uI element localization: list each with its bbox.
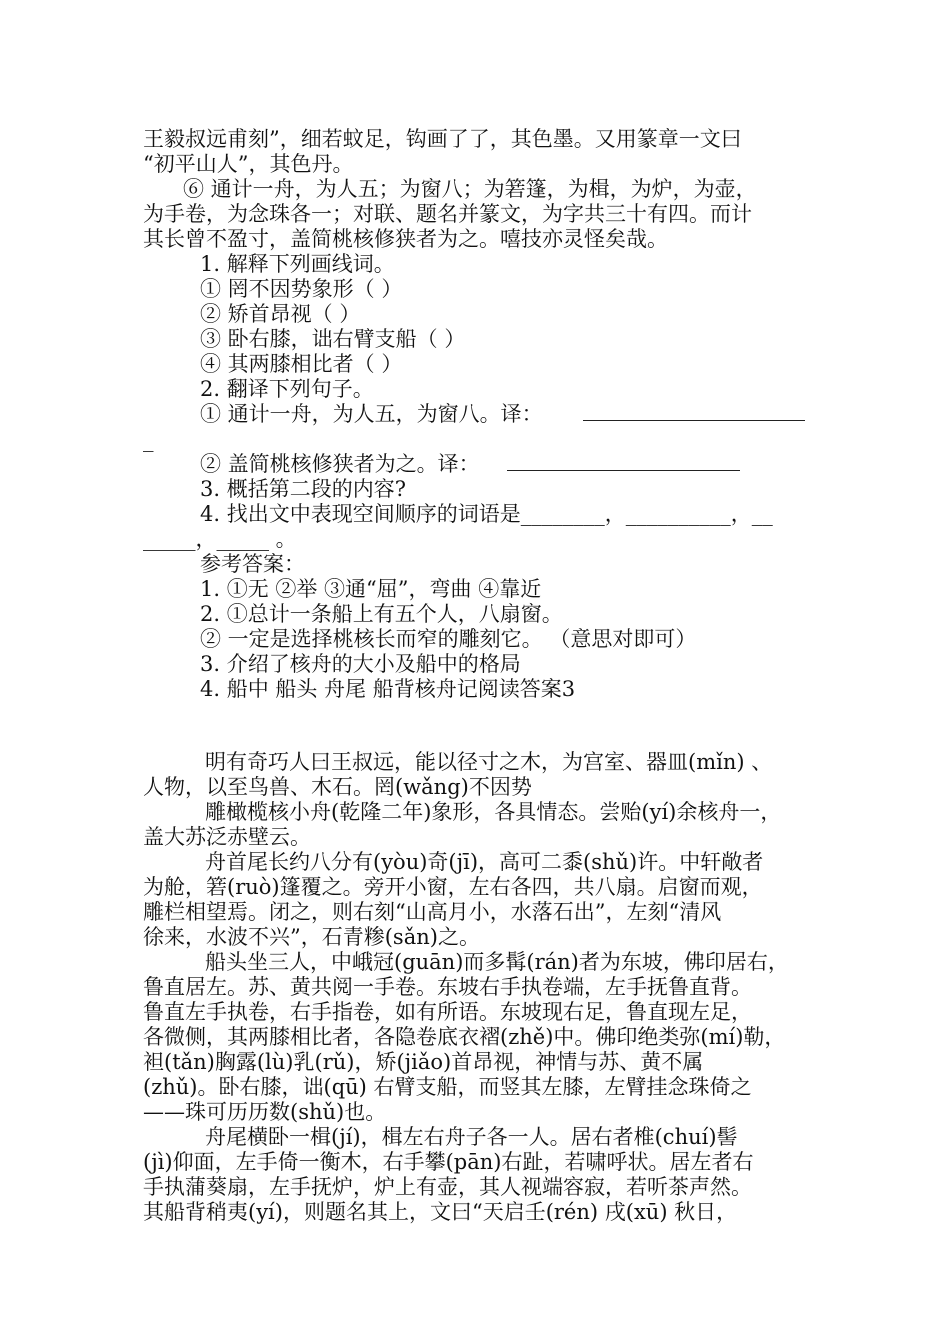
answer-line: 3. 介绍了核舟的大小及船中的格局 — [200, 652, 521, 676]
answers-title: 参考答案： — [200, 552, 305, 576]
answer-line: ② 一定是选择桃核长而窄的雕刻它。 （意思对即可） — [200, 627, 697, 651]
question-3: 3. 概括第二段的内容? — [200, 477, 406, 501]
question-1-item: ① 罔不因势象形（ ） — [200, 277, 403, 301]
passage-line: 舟尾横卧一楫(jí)，楫左右舟子各一人。居右者椎(chuí)髻 — [205, 1125, 738, 1149]
answer-line: 4. 船中 船头 舟尾 船背核舟记阅读答案3 — [200, 677, 576, 701]
passage-line: 为舱，箬(ruò)篷覆之。旁开小窗，左右各四，共八扇。启窗而观， — [143, 875, 763, 899]
question-1-item: ③ 卧右膝，诎右臂支船（ ） — [200, 327, 466, 351]
passage-line: 雕栏相望焉。闭之，则右刻“山高月小，水落石出”，左刻“清风 — [143, 900, 722, 924]
answer-line: 2. ①总计一条船上有五个人，八扇窗。 — [200, 602, 563, 626]
text-line: 为手卷，为念珠各一；对联、题名并篆文，为字共三十有四。而计 — [143, 202, 752, 226]
passage-line: 盖大苏泛赤壁云。 — [143, 825, 311, 849]
passage-line: 人物，以至鸟兽、木石。罔(wǎng)不因势 — [143, 775, 532, 799]
passage-line: 徐来，水波不兴”，石青糁(sǎn)之。 — [143, 925, 480, 949]
question-1-title: 1. 解释下列画线词。 — [200, 252, 395, 276]
question-4-continued: _____，_____ 。 — [143, 527, 297, 551]
text-line: 王毅叔远甫刻”，细若蚊足，钩画了了，其色墨。又用篆章一文曰 — [143, 127, 742, 151]
passage-line: 鲁直居左。苏、黄共阅一手卷。东坡右手执卷端，左手抚鲁直背。 — [143, 975, 752, 999]
question-2-item-tail: _ — [143, 428, 154, 452]
passage-line: 手执蒲葵扇，左手抚炉，炉上有壶，其人视端容寂，若听茶声然。 — [143, 1175, 752, 1199]
passage-line: (zhǔ)。卧右膝，诎(qū) 右臂支船，而竖其左膝，左臂挂念珠倚之 — [143, 1075, 752, 1099]
question-2-item: ② 盖简桃核修狭者为之。译： — [200, 452, 480, 476]
passage-line: 各微侧，其两膝相比者，各隐卷底衣褶(zhě)中。佛印绝类弥(mí)勒， — [143, 1025, 786, 1049]
answer-line: 1. ①无 ②举 ③通“屈”，弯曲 ④靠近 — [200, 577, 542, 601]
text-line: ⑥ 通计一舟，为人五；为窗八；为箬篷，为楫，为炉，为壶， — [183, 177, 757, 201]
passage-line: ——珠可历历数(shǔ)也。 — [143, 1100, 387, 1124]
question-1-item: ④ 其两膝相比者（ ） — [200, 352, 403, 376]
passage-line: 鲁直左手执卷，右手指卷，如有所语。东坡现右足，鲁直现左足， — [143, 1000, 752, 1024]
question-2-item: ① 通计一舟，为人五，为窗八。译： — [200, 402, 543, 426]
answer-blank-line — [583, 420, 805, 421]
passage-line: 其船背稍夷(yí)，则题名其上，文曰“天启壬(rén) 戌(xū) 秋日， — [143, 1200, 738, 1224]
passage-line: 船头坐三人，中峨冠(guān)而多髯(rán)者为东坡，佛印居右， — [205, 950, 789, 974]
passage-line: (jì)仰面，左手倚一衡木，右手攀(pān)右趾，若啸呼状。居左者右 — [143, 1150, 754, 1174]
question-1-item: ② 矫首昂视（ ） — [200, 302, 361, 326]
text-line: 其长曾不盈寸，盖简桃核修狭者为之。嘻技亦灵怪矣哉。 — [143, 227, 668, 251]
answer-blank-line — [507, 470, 740, 471]
passage-line: 明有奇巧人曰王叔远，能以径寸之木，为宫室、器皿(mǐn) 、 — [205, 750, 773, 774]
text-line: “初平山人”，其色丹。 — [143, 152, 354, 176]
question-4: 4. 找出文中表现空间顺序的词语是________，__________，__ — [200, 502, 773, 526]
passage-line: 舟首尾长约八分有(yòu)奇(jī)，高可二黍(shǔ)许。中轩敞者 — [205, 850, 764, 874]
question-2-title: 2. 翻译下列句子。 — [200, 377, 374, 401]
passage-line: 雕橄榄核小舟(乾隆二年)象形，各具情态。尝贻(yí)余核舟一， — [205, 800, 782, 824]
passage-line: 袒(tǎn)胸露(lù)乳(rǔ)，矫(jiǎo)首昂视，神情与苏、黄不属 — [143, 1050, 704, 1074]
